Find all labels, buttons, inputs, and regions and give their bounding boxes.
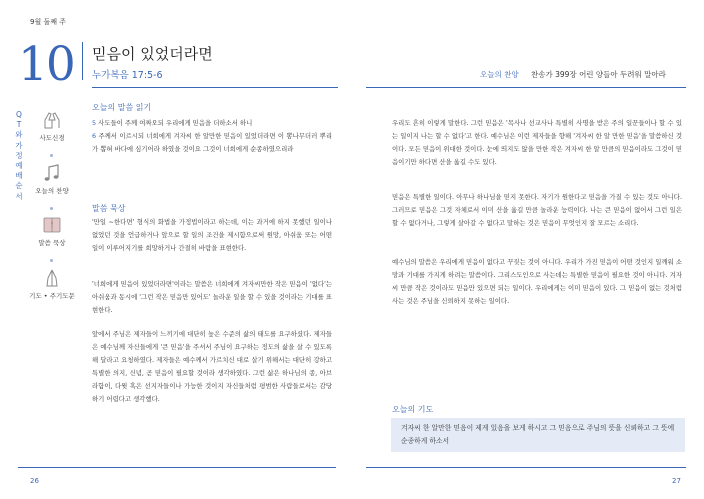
week-label: 9월 둘째 주 [30, 18, 66, 26]
day-number: 10 [18, 37, 74, 92]
meditation-paragraph: 우리도 흔히 이렇게 말한다. 그런 믿음은 '목사나 선교사나 특별히 사명을 받은 주의 일꾼들이나 할 수 있는 일이지 나는 할 수 없다'고 한다. 예수님은 이런 제자들을 향해 '겨자씨 한 알 만한 믿음'을 말씀하신 것이다. 모든 믿음이 위대한 것이다. 눈에 띄지도 않을 만한 작은 겨자씨 한 알 만큼의 믿음이라도 그것이 믿음이기만 하다면 산을 옮길 수도 있다. [392, 119, 682, 166]
footer-rule-left [18, 467, 336, 468]
hymn-title: 찬송가 399장 어린 양들아 두려워 말아라 [531, 70, 666, 79]
hands-icon [41, 110, 63, 130]
step-label: 기도 • 주기도문 [29, 292, 75, 300]
step-prayer [28, 268, 76, 300]
hymn-label: 오늘의 찬양 [480, 70, 519, 79]
footer-rule-right [366, 467, 686, 468]
meditation-paragraph: '만일 ~한다면' 형식의 화법을 가정법이라고 하는데, 이는 과거에 하지 못했던 일이나 없었던 것을 언급하거나 앞으로 할 일의 조건을 제시함으로써 원망, 아쉬움 또는 어떤 일이 이루어지기를 희망하거나 간절히 바람을 표현한다. [92, 218, 332, 252]
verse-number: 6 [92, 132, 97, 140]
bible-icon [41, 215, 63, 235]
page-title: 믿음이 있었더라면 [92, 45, 213, 63]
meditation-paragraph: 믿음은 특별한 일이다. 아무나 하나님을 믿지 못한다. 자기가 원한다고 믿음을 가질 수 있는 것도 아니다. 그러므로 믿음은 그것 자체로서 이미 산을 옮길 만큼 놀라운 능력이다. 나는 큰 믿음이 없어서 그런 일은 할 수 없다거나, 그렇게 살아갈 수 없다고 말하는 것은 믿음이 무엇인지 잘 모르는 소리다. [392, 193, 682, 227]
step-label: 사도신경 [39, 134, 65, 142]
header-rule-right [366, 87, 686, 88]
prayer-box: 겨자씨 한 알만한 믿음이 제게 있음을 보게 하시고 그 믿음으로 주님의 뜻을 신뢰하고 그 뜻에 순종하게 하소서 [391, 418, 685, 452]
page-number-left: 26 [30, 477, 39, 485]
verse-text: 사도들이 주께 여짜오되 우리에게 믿음을 더하소서 하니 [96, 119, 253, 127]
meditation-heading: 말씀 묵상 [92, 204, 126, 213]
qt-vertical-label: Q T 와 가 정 예 배 순 서 [15, 110, 23, 201]
step-dot [50, 259, 53, 262]
music-note-icon [41, 163, 63, 183]
meditation-paragraph: 앞에서 주님은 제자들이 느끼기에 대단히 높은 수준의 삶의 태도를 요구하셨다. 제자들은 예수님께 자신들에게 '큰 믿음'을 주셔서 주님이 요구하는 정도의 삶을 살 수 있도록 해 달라고 요청하였다. 제자들은 예수께서 가르치신 대로 살기 위해서는 대단히 강하고 특별한 의지, 신념, 곧 믿음이 필요할 것이라 생각하였다. 그런 삶은 하나님의 종, 아브라함이, 다윗 혹은 선지자들이나 가능한 것이지 자신들처럼 평범한 사람들로서는 감당하기 어렵다고 생각했다. [92, 330, 332, 403]
step-label: 오늘의 찬양 [35, 187, 69, 195]
header-rule-left [92, 87, 338, 88]
step-creed [28, 110, 76, 142]
reading-heading: 오늘의 말씀 읽기 [92, 103, 152, 112]
step-label: 말씀 묵상 [38, 239, 66, 247]
title-divider [82, 42, 83, 80]
step-meditation [28, 215, 76, 247]
meditation-paragraph: 예수님의 말씀은 우리에게 믿음이 없다고 꾸짖는 것이 아니다. 우리가 가진 믿음이 어떤 것인지 일깨워 소망과 기대를 가지게 하려는 말씀이다. 그리스도인으로 사는데는 특별한 믿음이 필요한 것이 아니다. 겨자씨 만큼 작은 것이라도 믿음만 있으면 되는 일이다. 우리에게는 이미 믿음이 있다. 그 믿음이 없는 것처럼 사는 것은 주님을 신뢰하지 못하는 일이다. [392, 258, 682, 305]
scripture-passage [92, 117, 332, 156]
step-dot [50, 207, 53, 210]
scripture-reference: 누가복음 17:5-6 [92, 70, 163, 81]
prayer-heading: 오늘의 기도 [392, 405, 434, 414]
page-number-right: 27 [672, 477, 681, 485]
meditation-paragraph: '너희에게 믿음이 있었더라면'이라는 말씀은 너희에게 겨자씨만한 작은 믿음이 '없다'는 아쉬움과 동시에 '그런 작은 믿음만 있어도' 놀라운 일을 할 수 있을 것이라는 기대를 표현한다. [92, 280, 332, 314]
praying-hands-icon [41, 268, 63, 288]
verse-number: 5 [92, 119, 97, 127]
verse-text: 주께서 이르시되 너희에게 겨자씨 한 알만한 믿음이 있었더라면 이 뽕나무더러 뿌리가 뽑혀 바다에 심기어라 하였을 것이요 그것이 너희에게 순종하였으리라 [92, 132, 332, 153]
step-hymn [28, 163, 76, 195]
step-dot [50, 154, 53, 157]
